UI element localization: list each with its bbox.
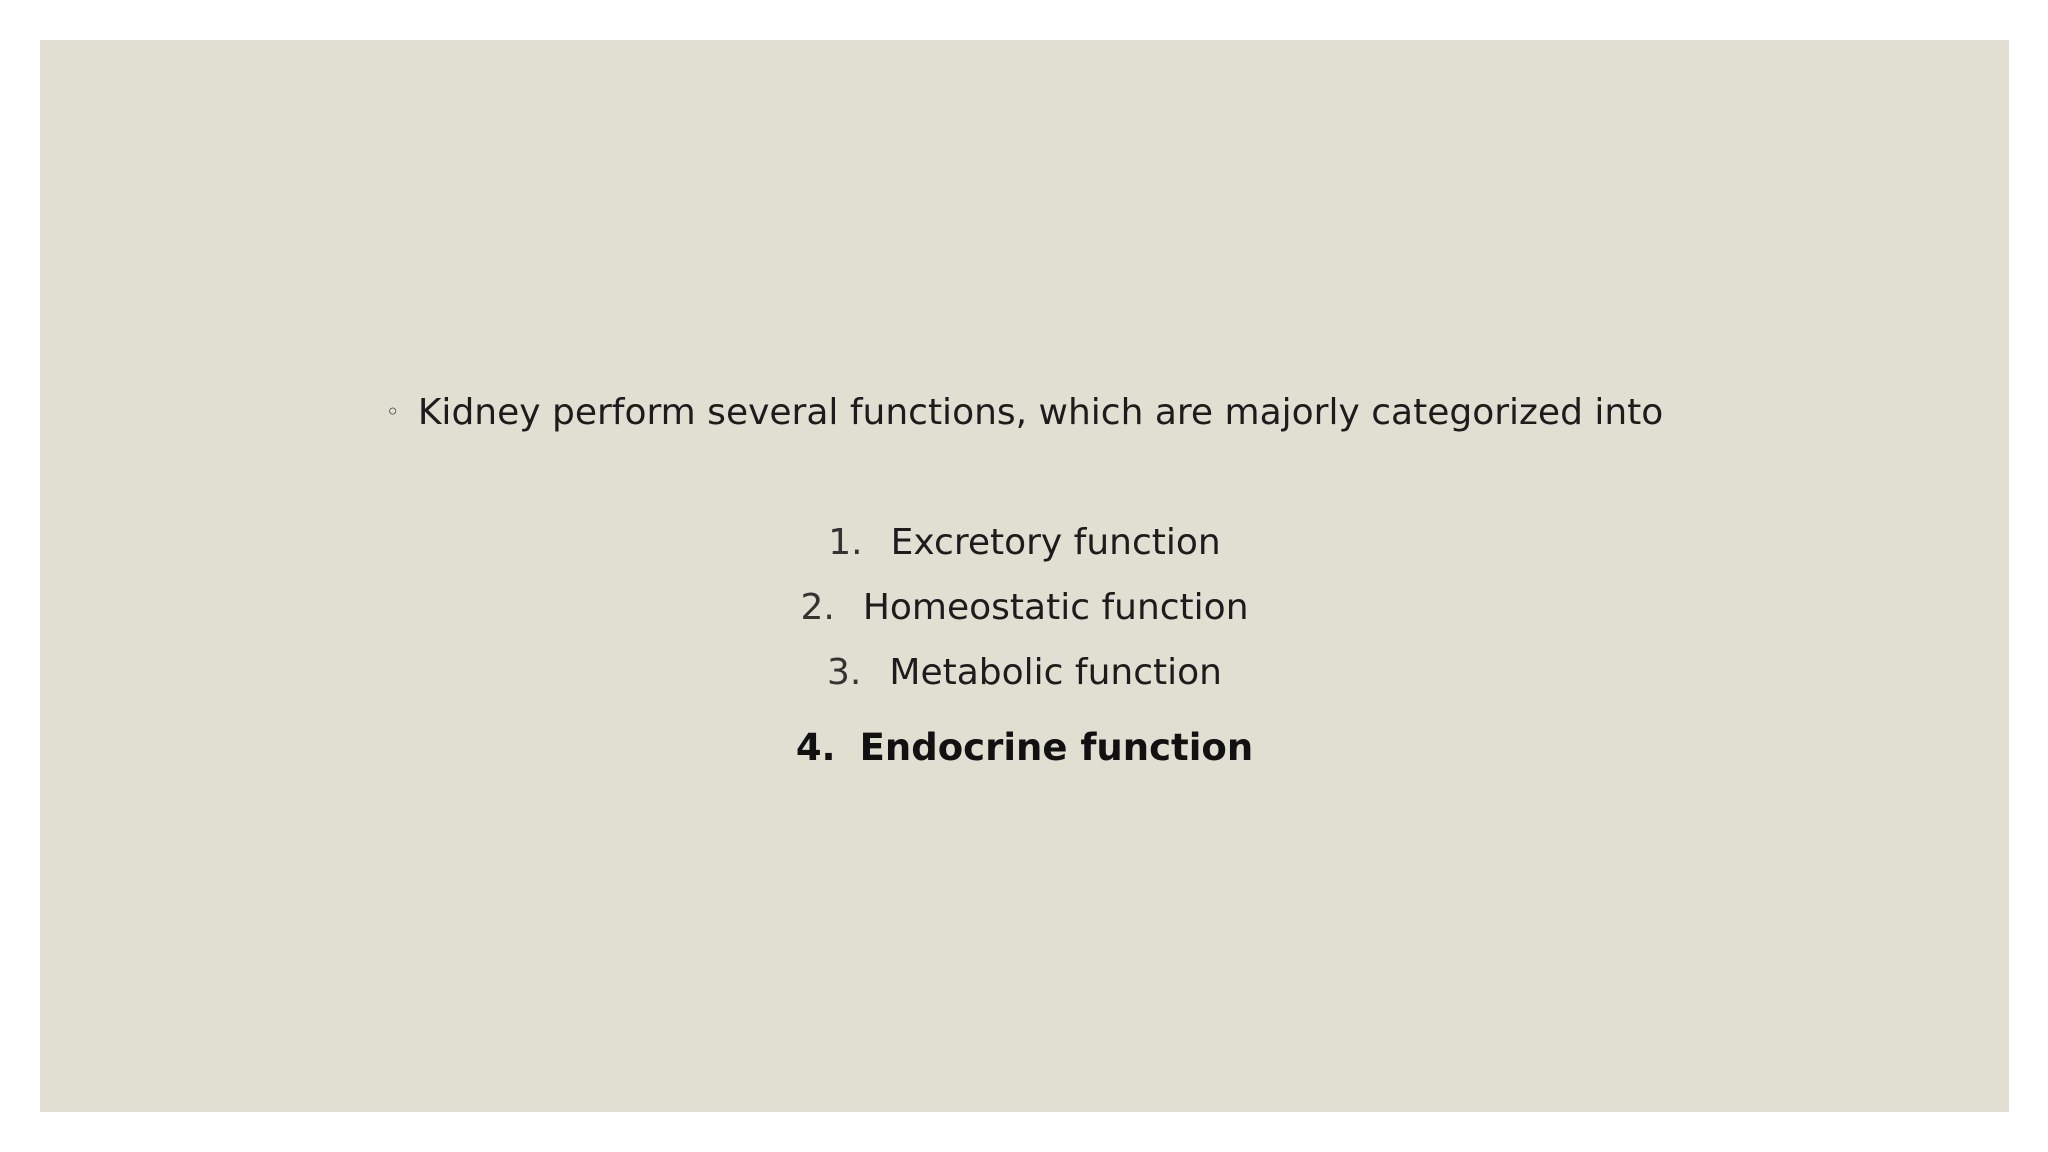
- list-number: 4.: [795, 726, 836, 769]
- intro-line: [40, 392, 2009, 433]
- list-item-metabolic: [40, 648, 2009, 713]
- hollow-bullet-icon: ◦: [385, 398, 400, 426]
- list-item-excretory: [40, 518, 2009, 583]
- list-item-label: Homeostatic function: [862, 587, 1249, 628]
- slide-panel: [40, 40, 2009, 1112]
- list-item-endocrine: [40, 723, 2009, 788]
- list-item-label: Excretory function: [890, 522, 1221, 563]
- list-item-label: Metabolic function: [889, 652, 1222, 693]
- list-number: 1.: [828, 522, 863, 563]
- intro-text: Kidney perform several functions, which are majorly categorized into: [417, 392, 1664, 433]
- list-item-label: Endocrine function: [859, 726, 1254, 769]
- list-number: 3.: [827, 652, 862, 693]
- list-number: 2.: [800, 587, 835, 628]
- list-item-homeostatic: [40, 583, 2009, 648]
- function-list: [40, 518, 2009, 788]
